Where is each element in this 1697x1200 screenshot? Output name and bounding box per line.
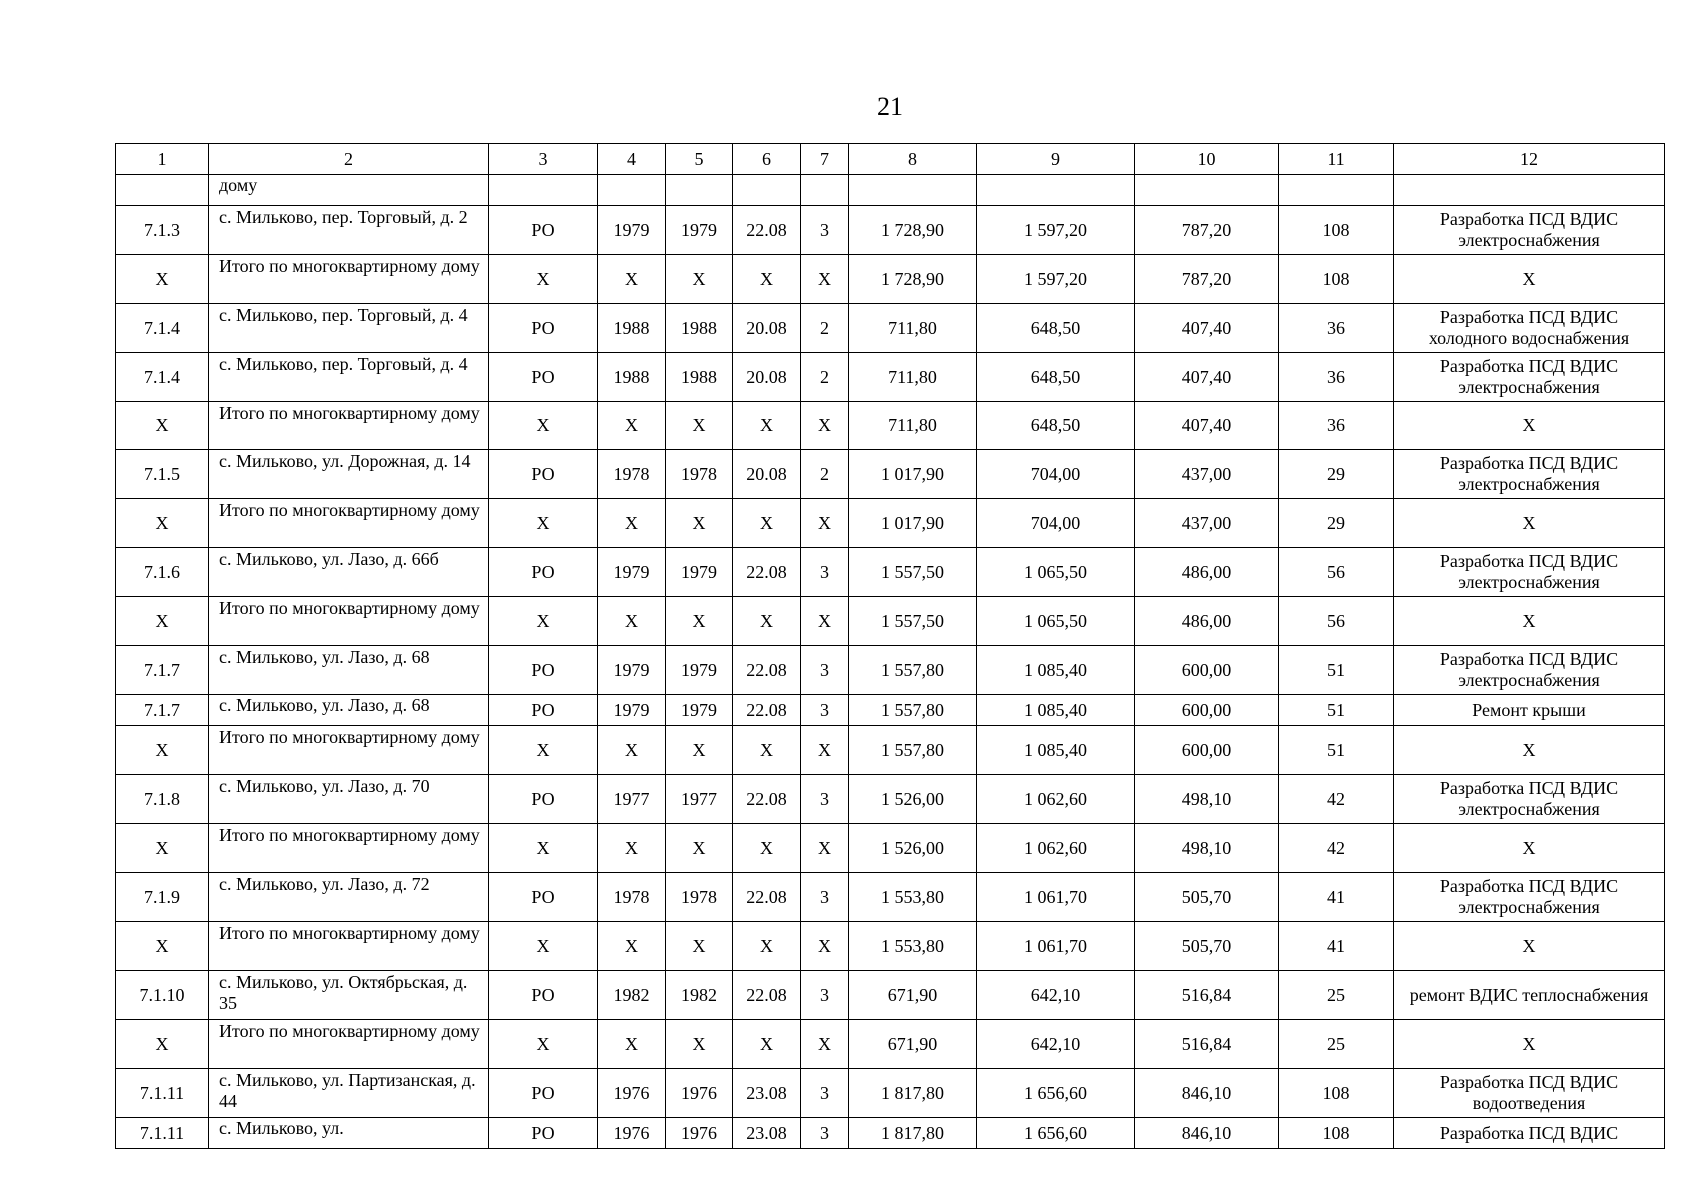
table-row	[116, 1069, 1665, 1118]
table-cell-col-12: Разработка ПСД ВДИС электроснабжения	[1394, 206, 1665, 255]
table-cell-col-8: 711,80	[849, 402, 977, 450]
table-cell-col-8: 1 553,80	[849, 922, 977, 971]
table-cell-col-12	[1394, 175, 1665, 206]
table-cell-col-4: X	[598, 824, 666, 873]
table-cell-col-12: X	[1394, 402, 1665, 450]
table-cell-col-4: 1977	[598, 775, 666, 824]
table-row	[116, 646, 1665, 695]
table-cell-col-8: 1 017,90	[849, 499, 977, 548]
table-cell-col-1: X	[116, 726, 209, 775]
table-cell-col-8: 1 557,80	[849, 646, 977, 695]
table-cell-col-4: X	[598, 922, 666, 971]
table-cell-col-5: 1979	[666, 548, 733, 597]
column-header-12: 12	[1394, 144, 1665, 175]
table-cell-col-1: 7.1.11	[116, 1118, 209, 1149]
column-header-10: 10	[1135, 144, 1279, 175]
table-row	[116, 304, 1665, 353]
table-cell-col-3: РО	[489, 304, 598, 353]
table-cell-col-8: 671,90	[849, 971, 977, 1020]
table-cell-col-6: X	[733, 726, 801, 775]
table-cell-col-1: X	[116, 597, 209, 646]
table-cell-col-7: 2	[801, 304, 849, 353]
table-cell-col-1: 7.1.4	[116, 304, 209, 353]
table-cell-col-12: Разработка ПСД ВДИС водоотведения	[1394, 1069, 1665, 1118]
table-cell-col-12: Разработка ПСД ВДИС электроснабжения	[1394, 450, 1665, 499]
table-row	[116, 775, 1665, 824]
table-cell-col-7: X	[801, 255, 849, 304]
table-cell-col-10: 846,10	[1135, 1118, 1279, 1149]
table-cell-col-11: 36	[1279, 353, 1394, 402]
table-cell-col-1: 7.1.8	[116, 775, 209, 824]
table-cell-col-5: 1979	[666, 206, 733, 255]
table-cell-col-9: 1 085,40	[977, 646, 1135, 695]
table-row	[116, 402, 1665, 450]
table-row	[116, 971, 1665, 1020]
table-cell-col-11: 41	[1279, 922, 1394, 971]
table-cell-col-11	[1279, 175, 1394, 206]
table-row	[116, 175, 1665, 206]
table-cell-col-7: 3	[801, 1069, 849, 1118]
table-cell-col-6: X	[733, 255, 801, 304]
table-cell-col-8: 711,80	[849, 304, 977, 353]
table-body	[116, 175, 1665, 1149]
table-cell-col-9: 1 085,40	[977, 695, 1135, 726]
table-cell-col-6: 20.08	[733, 304, 801, 353]
table-row	[116, 695, 1665, 726]
table-cell-col-9: 1 065,50	[977, 548, 1135, 597]
table-cell-col-10: 600,00	[1135, 726, 1279, 775]
table-cell-col-5: 1976	[666, 1069, 733, 1118]
table-cell-col-7: X	[801, 597, 849, 646]
table-cell-col-4: 1979	[598, 646, 666, 695]
table-cell-col-6: 22.08	[733, 971, 801, 1020]
table-cell-col-7: 3	[801, 646, 849, 695]
table-cell-col-4: X	[598, 402, 666, 450]
table-cell-col-7: 2	[801, 353, 849, 402]
table-cell-col-5: 1979	[666, 646, 733, 695]
table-cell-col-5: X	[666, 1020, 733, 1069]
table-cell-col-9: 1 656,60	[977, 1069, 1135, 1118]
table-cell-col-11: 36	[1279, 402, 1394, 450]
table-cell-col-7: 3	[801, 873, 849, 922]
table-cell-col-6: X	[733, 499, 801, 548]
table-cell-col-11: 36	[1279, 304, 1394, 353]
table-cell-col-3: X	[489, 922, 598, 971]
table-cell-col-7: 2	[801, 450, 849, 499]
table-cell-col-12: Разработка ПСД ВДИС	[1394, 1118, 1665, 1149]
table-cell-col-11: 51	[1279, 646, 1394, 695]
table-row	[116, 824, 1665, 873]
table-cell-col-7: X	[801, 499, 849, 548]
table-cell-col-6: 22.08	[733, 206, 801, 255]
table-cell-col-11: 108	[1279, 255, 1394, 304]
table-cell-col-11: 25	[1279, 971, 1394, 1020]
table-cell-col-4: X	[598, 499, 666, 548]
table-row	[116, 922, 1665, 971]
table-cell-col-10: 498,10	[1135, 775, 1279, 824]
table-cell-col-9: 1 597,20	[977, 255, 1135, 304]
table-cell-col-10: 407,40	[1135, 402, 1279, 450]
table-cell-col-8: 1 728,90	[849, 255, 977, 304]
table-cell-col-4: X	[598, 1020, 666, 1069]
table-cell-col-1: 7.1.6	[116, 548, 209, 597]
table-cell-col-9: 642,10	[977, 971, 1135, 1020]
table-row	[116, 450, 1665, 499]
table-cell-col-9: 648,50	[977, 353, 1135, 402]
table-cell-col-1: 7.1.4	[116, 353, 209, 402]
table-cell-col-6: 22.08	[733, 695, 801, 726]
table-cell-col-3: РО	[489, 646, 598, 695]
table-cell-col-9	[977, 175, 1135, 206]
table-cell-col-12: X	[1394, 499, 1665, 548]
table-cell-col-6: 20.08	[733, 450, 801, 499]
table-cell-col-2: с. Мильково, пер. Торговый, д. 2	[209, 206, 489, 255]
table-cell-col-2: Итого по многоквартирному дому	[209, 255, 489, 304]
table-cell-col-1: 7.1.7	[116, 695, 209, 726]
table-cell-col-2: дому	[209, 175, 489, 206]
table-cell-col-10: 516,84	[1135, 971, 1279, 1020]
data-table	[115, 143, 1665, 1149]
table-cell-col-9: 1 062,60	[977, 775, 1135, 824]
table-cell-col-2: с. Мильково, пер. Торговый, д. 4	[209, 304, 489, 353]
table-cell-col-10: 787,20	[1135, 255, 1279, 304]
table-cell-col-12: Разработка ПСД ВДИС электроснабжения	[1394, 775, 1665, 824]
table-cell-col-7: X	[801, 824, 849, 873]
table-cell-col-1: X	[116, 922, 209, 971]
table-row	[116, 726, 1665, 775]
column-header-9: 9	[977, 144, 1135, 175]
table-cell-col-11: 108	[1279, 1118, 1394, 1149]
table-cell-col-6: 22.08	[733, 548, 801, 597]
table-cell-col-9: 704,00	[977, 450, 1135, 499]
table-cell-col-11: 108	[1279, 1069, 1394, 1118]
table-cell-col-10: 600,00	[1135, 695, 1279, 726]
table-cell-col-9: 1 065,50	[977, 597, 1135, 646]
table-cell-col-8: 1 017,90	[849, 450, 977, 499]
table-cell-col-2: Итого по многоквартирному дому	[209, 499, 489, 548]
column-header-8: 8	[849, 144, 977, 175]
column-header-6: 6	[733, 144, 801, 175]
table-cell-col-10: 486,00	[1135, 597, 1279, 646]
column-header-3: 3	[489, 144, 598, 175]
table-cell-col-10: 505,70	[1135, 873, 1279, 922]
table-cell-col-10: 437,00	[1135, 450, 1279, 499]
table-cell-col-8: 1 557,50	[849, 597, 977, 646]
table-cell-col-5: 1978	[666, 873, 733, 922]
table-cell-col-10: 407,40	[1135, 304, 1279, 353]
table-cell-col-8: 1 557,50	[849, 548, 977, 597]
table-cell-col-1	[116, 175, 209, 206]
table-cell-col-2: Итого по многоквартирному дому	[209, 402, 489, 450]
table-cell-col-2: Итого по многоквартирному дому	[209, 597, 489, 646]
table-cell-col-4: 1976	[598, 1118, 666, 1149]
table-cell-col-5	[666, 175, 733, 206]
table-cell-col-7: 3	[801, 971, 849, 1020]
table-cell-col-3: РО	[489, 1118, 598, 1149]
table-cell-col-4: X	[598, 255, 666, 304]
table-cell-col-10: 505,70	[1135, 922, 1279, 971]
table-cell-col-11: 25	[1279, 1020, 1394, 1069]
table-cell-col-3: РО	[489, 873, 598, 922]
table-cell-col-2: с. Мильково, ул. Лазо, д. 66б	[209, 548, 489, 597]
table-cell-col-3: РО	[489, 548, 598, 597]
table-row	[116, 353, 1665, 402]
table-cell-col-9: 1 061,70	[977, 922, 1135, 971]
table-cell-col-7: X	[801, 922, 849, 971]
table-cell-col-3: РО	[489, 695, 598, 726]
table-cell-col-1: 7.1.9	[116, 873, 209, 922]
table-cell-col-5: X	[666, 499, 733, 548]
table-cell-col-7: 3	[801, 548, 849, 597]
table-cell-col-4	[598, 175, 666, 206]
table-cell-col-12: Разработка ПСД ВДИС электроснабжения	[1394, 548, 1665, 597]
table-cell-col-1: X	[116, 402, 209, 450]
table-cell-col-9: 648,50	[977, 402, 1135, 450]
table-cell-col-8: 1 553,80	[849, 873, 977, 922]
table-cell-col-10: 437,00	[1135, 499, 1279, 548]
table-cell-col-10: 846,10	[1135, 1069, 1279, 1118]
table-cell-col-12: X	[1394, 597, 1665, 646]
table-cell-col-5: X	[666, 597, 733, 646]
table-cell-col-4: 1976	[598, 1069, 666, 1118]
table-cell-col-1: 7.1.7	[116, 646, 209, 695]
table-cell-col-6: X	[733, 922, 801, 971]
table-cell-col-11: 56	[1279, 597, 1394, 646]
table-cell-col-8: 1 728,90	[849, 206, 977, 255]
table-cell-col-10: 498,10	[1135, 824, 1279, 873]
table-cell-col-12: Разработка ПСД ВДИС электроснабжения	[1394, 646, 1665, 695]
table-cell-col-8: 1 817,80	[849, 1118, 977, 1149]
table-cell-col-4: X	[598, 597, 666, 646]
table-cell-col-2: с. Мильково, ул. Дорожная, д. 14	[209, 450, 489, 499]
table-cell-col-2: Итого по многоквартирному дому	[209, 726, 489, 775]
table-row	[116, 1118, 1665, 1149]
table-cell-col-9: 1 061,70	[977, 873, 1135, 922]
table-cell-col-3: РО	[489, 775, 598, 824]
table-cell-col-10: 600,00	[1135, 646, 1279, 695]
table-cell-col-8: 1 526,00	[849, 824, 977, 873]
table-cell-col-10: 407,40	[1135, 353, 1279, 402]
table-cell-col-6: 22.08	[733, 646, 801, 695]
table-cell-col-6: X	[733, 597, 801, 646]
table-cell-col-8: 1 557,80	[849, 726, 977, 775]
table-cell-col-2: с. Мильково, ул. Лазо, д. 70	[209, 775, 489, 824]
table-cell-col-5: 1977	[666, 775, 733, 824]
table-cell-col-3: РО	[489, 206, 598, 255]
table-cell-col-3: РО	[489, 1069, 598, 1118]
table-cell-col-3: РО	[489, 971, 598, 1020]
table-cell-col-5: 1988	[666, 304, 733, 353]
table-cell-col-4: 1988	[598, 304, 666, 353]
table-cell-col-6: 22.08	[733, 873, 801, 922]
table-cell-col-1: X	[116, 255, 209, 304]
table-cell-col-8: 671,90	[849, 1020, 977, 1069]
table-cell-col-12: Разработка ПСД ВДИС электроснабжения	[1394, 873, 1665, 922]
table-cell-col-11: 42	[1279, 775, 1394, 824]
table-row	[116, 1020, 1665, 1069]
table-cell-col-4: 1978	[598, 873, 666, 922]
table-cell-col-12: X	[1394, 726, 1665, 775]
table-cell-col-11: 29	[1279, 450, 1394, 499]
table-row	[116, 206, 1665, 255]
table-cell-col-3: X	[489, 726, 598, 775]
table-cell-col-11: 56	[1279, 548, 1394, 597]
table-row	[116, 548, 1665, 597]
table-cell-col-5: 1988	[666, 353, 733, 402]
table-cell-col-7: X	[801, 402, 849, 450]
table-cell-col-4: 1978	[598, 450, 666, 499]
table-cell-col-5: X	[666, 922, 733, 971]
table-cell-col-12: Разработка ПСД ВДИС холодного водоснабжения	[1394, 304, 1665, 353]
table-cell-col-9: 1 085,40	[977, 726, 1135, 775]
table-cell-col-1: X	[116, 1020, 209, 1069]
page-number: 21	[877, 92, 903, 121]
table-cell-col-8: 711,80	[849, 353, 977, 402]
table-cell-col-4: 1988	[598, 353, 666, 402]
table-cell-col-2: с. Мильково, ул. Лазо, д. 68	[209, 646, 489, 695]
table-cell-col-6	[733, 175, 801, 206]
table-cell-col-2: Итого по многоквартирному дому	[209, 824, 489, 873]
table-cell-col-2: с. Мильково, ул. Партизанская, д. 44	[209, 1069, 489, 1118]
table-cell-col-1: X	[116, 499, 209, 548]
table-row	[116, 499, 1665, 548]
table-cell-col-9: 1 062,60	[977, 824, 1135, 873]
column-header-5: 5	[666, 144, 733, 175]
table-cell-col-7: X	[801, 1020, 849, 1069]
table-cell-col-8: 1 526,00	[849, 775, 977, 824]
table-cell-col-10: 787,20	[1135, 206, 1279, 255]
table-cell-col-2: Итого по многоквартирному дому	[209, 1020, 489, 1069]
table-cell-col-7: 3	[801, 206, 849, 255]
table-cell-col-10	[1135, 175, 1279, 206]
table-cell-col-11: 42	[1279, 824, 1394, 873]
column-header-2: 2	[209, 144, 489, 175]
table-cell-col-11: 108	[1279, 206, 1394, 255]
table-cell-col-5: X	[666, 255, 733, 304]
table-cell-col-4: 1979	[598, 206, 666, 255]
table-cell-col-5: 1982	[666, 971, 733, 1020]
table-cell-col-5: 1979	[666, 695, 733, 726]
column-header-1: 1	[116, 144, 209, 175]
table-row	[116, 255, 1665, 304]
table-cell-col-5: X	[666, 402, 733, 450]
column-header-7: 7	[801, 144, 849, 175]
table-cell-col-10: 516,84	[1135, 1020, 1279, 1069]
header-row	[116, 144, 1665, 175]
table-cell-col-2: Итого по многоквартирному дому	[209, 922, 489, 971]
table-cell-col-2: с. Мильково, ул. Лазо, д. 72	[209, 873, 489, 922]
table-cell-col-5: 1976	[666, 1118, 733, 1149]
table-cell-col-12: X	[1394, 1020, 1665, 1069]
table-cell-col-1: 7.1.5	[116, 450, 209, 499]
table-cell-col-9: 704,00	[977, 499, 1135, 548]
table-cell-col-9: 1 597,20	[977, 206, 1135, 255]
table-cell-col-3: РО	[489, 450, 598, 499]
table-cell-col-3	[489, 175, 598, 206]
table-cell-col-9: 642,10	[977, 1020, 1135, 1069]
table-cell-col-10: 486,00	[1135, 548, 1279, 597]
table-row	[116, 597, 1665, 646]
table-cell-col-9: 1 656,60	[977, 1118, 1135, 1149]
table-cell-col-2: с. Мильково, ул. Октябрьская, д. 35	[209, 971, 489, 1020]
table-cell-col-7	[801, 175, 849, 206]
table-cell-col-6: 20.08	[733, 353, 801, 402]
table-cell-col-5: 1978	[666, 450, 733, 499]
table-cell-col-3: X	[489, 255, 598, 304]
column-header-4: 4	[598, 144, 666, 175]
table-cell-col-3: X	[489, 402, 598, 450]
table-cell-col-6: X	[733, 402, 801, 450]
table-cell-col-12: ремонт ВДИС теплоснабжения	[1394, 971, 1665, 1020]
table-cell-col-2: с. Мильково, пер. Торговый, д. 4	[209, 353, 489, 402]
table-cell-col-12: Разработка ПСД ВДИС электроснабжения	[1394, 353, 1665, 402]
table-cell-col-2: с. Мильково, ул.	[209, 1118, 489, 1149]
table-cell-col-7: X	[801, 726, 849, 775]
table-cell-col-7: 3	[801, 1118, 849, 1149]
table-cell-col-6: 22.08	[733, 775, 801, 824]
table-cell-col-8	[849, 175, 977, 206]
column-header-11: 11	[1279, 144, 1394, 175]
table-cell-col-3: X	[489, 1020, 598, 1069]
table-cell-col-2: с. Мильково, ул. Лазо, д. 68	[209, 695, 489, 726]
table-cell-col-7: 3	[801, 775, 849, 824]
table-cell-col-4: 1979	[598, 695, 666, 726]
table-cell-col-1: X	[116, 824, 209, 873]
table-cell-col-3: РО	[489, 353, 598, 402]
table-cell-col-8: 1 557,80	[849, 695, 977, 726]
table-cell-col-11: 51	[1279, 695, 1394, 726]
table-cell-col-12: X	[1394, 824, 1665, 873]
table-cell-col-11: 29	[1279, 499, 1394, 548]
table-cell-col-4: 1979	[598, 548, 666, 597]
table-cell-col-6: X	[733, 824, 801, 873]
table-cell-col-11: 51	[1279, 726, 1394, 775]
table-cell-col-3: X	[489, 597, 598, 646]
table-cell-col-9: 648,50	[977, 304, 1135, 353]
table-cell-col-12: X	[1394, 922, 1665, 971]
table-cell-col-11: 41	[1279, 873, 1394, 922]
table-cell-col-4: X	[598, 726, 666, 775]
table-cell-col-7: 3	[801, 695, 849, 726]
table-cell-col-4: 1982	[598, 971, 666, 1020]
table-cell-col-6: 23.08	[733, 1118, 801, 1149]
table-cell-col-6: 23.08	[733, 1069, 801, 1118]
table-cell-col-3: X	[489, 499, 598, 548]
table-cell-col-1: 7.1.11	[116, 1069, 209, 1118]
table-cell-col-5: X	[666, 824, 733, 873]
table-cell-col-1: 7.1.3	[116, 206, 209, 255]
table-cell-col-6: X	[733, 1020, 801, 1069]
table-cell-col-3: X	[489, 824, 598, 873]
table-cell-col-8: 1 817,80	[849, 1069, 977, 1118]
table-cell-col-1: 7.1.10	[116, 971, 209, 1020]
table-row	[116, 873, 1665, 922]
table-cell-col-5: X	[666, 726, 733, 775]
table-cell-col-12: X	[1394, 255, 1665, 304]
table-cell-col-12: Ремонт крыши	[1394, 695, 1665, 726]
